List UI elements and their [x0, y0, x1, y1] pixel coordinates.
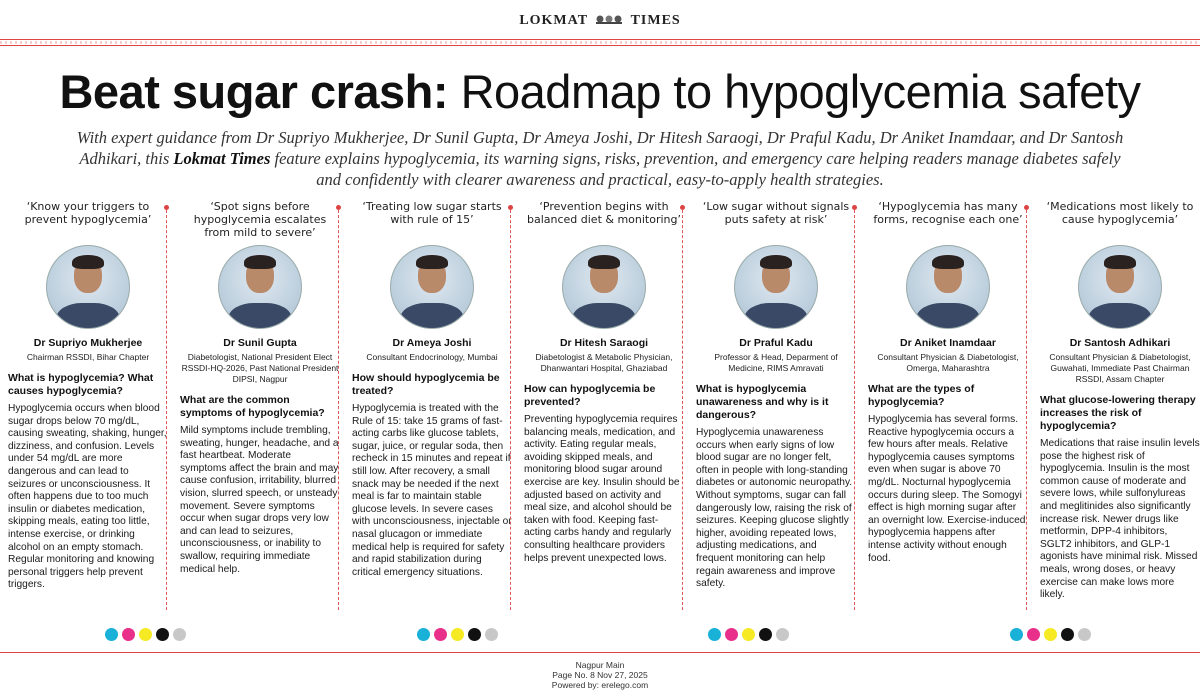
expert-photo [1078, 245, 1162, 329]
color-dot [468, 628, 481, 641]
pull-quote: ‘Hypoglycemia has many forms, recognise each one’ [873, 200, 1023, 226]
column-divider [510, 205, 511, 610]
pull-quote: ‘Prevention begins with balanced diet & monitoring’ [526, 200, 682, 226]
answer-text: Hypoglycemia occurs when blood sugar drops below 70 mg/dL, causing sweating, shaking, hunger, dizziness, and confusion. Levels under 54 mg/dL are more dangerous and can lead to seizures or unconsciousness. It often happens due to too much insulin or diabetes medication, skipping meals, eating too little, intense exercise, or drinking alcohol on an empty stomach. Regular monitoring and knowing personal triggers help prevent triggers. [8, 403, 167, 591]
registration-marks [1010, 628, 1095, 642]
color-dot [725, 628, 738, 641]
color-dot [1078, 628, 1091, 641]
expert-photo [734, 245, 818, 329]
column-divider [166, 205, 167, 610]
headline-bold: Beat sugar crash: [59, 65, 449, 118]
column-divider [1026, 205, 1027, 610]
pull-quote: ‘Spot signs before hypoglycemia escalates from mild to severe’ [193, 200, 327, 239]
answer-text: Hypoglycemia is treated with the Rule of 15: take 15 grams of fast-acting carbs like glucose tablets, sugar, juice, or regular soda, then recheck in 15 minutes and repeat if still low. After recovery, a small snack may be needed if the next meal is far to maintain stable glucose levels. In severe cases with unconsciousness, injectable or nasal glucagon or immediate medical help is required for safety and rapid stabilization during critical emergency situations. [352, 403, 512, 578]
expert-name: Dr Santosh Adhikari [1069, 337, 1171, 349]
expert-designation: Consultant Physician & Diabetologist, Omerga, Maharashtra [877, 352, 1019, 373]
question-heading: What is hypoglycemia unawareness and why is it dangerous? [696, 383, 829, 421]
expert-name: Dr Hitesh Saraogi [559, 337, 649, 349]
color-dot [1010, 628, 1023, 641]
question-heading: What glucose-lowering therapy increases the risk of hypoglycemia? [1040, 394, 1196, 432]
question-heading: What are the types of hypoglycemia? [868, 383, 975, 408]
color-dot [434, 628, 447, 641]
top-rule [0, 39, 1200, 46]
intro-brand: Lokmat Times [173, 149, 271, 168]
expert-column [696, 200, 856, 591]
question-heading: What are the common symptoms of hypoglycemia? [180, 394, 325, 419]
pull-quote: ‘Know your triggers to prevent hypoglycemia’ [24, 200, 152, 226]
answer-text: Medications that raise insulin levels pose the highest risk of hypoglycemia. Insulin is the most common cause of moderate and severe lows, while sulfonylureas and meglitinides also significantly increase risk. Newer drugs like metformin, DPP-4 inhibitors, SGLT2 inhibitors, and GLP-1 agonists have minimal risk. Missed meals, wrong doses, or heavy exercise can make lows more likely. [1040, 438, 1200, 601]
color-dot [1061, 628, 1074, 641]
registration-marks [105, 628, 190, 642]
intro-pre: With expert guidance from Dr Supriyo Mukherjee, Dr Sunil Gupta, Dr Ameya Joshi, Dr Hitesh Saraogi, Dr Praful Kadu, Dr Aniket Inamdaar, and Dr Santosh Adhikari, this [76, 128, 1124, 168]
color-dot [1044, 628, 1057, 641]
expert-column [180, 200, 340, 576]
expert-column [1040, 200, 1200, 602]
masthead-logo [0, 13, 1200, 29]
question-heading: How should hypoglycemia be treated? [352, 372, 500, 397]
color-dot [451, 628, 464, 641]
expert-column [352, 200, 512, 579]
color-dot [759, 628, 772, 641]
headline-light: Roadmap to hypoglycemia safety [460, 65, 1141, 118]
emblem-icon [594, 13, 624, 25]
registration-marks [708, 628, 793, 642]
footer-page-date: Page No. 8 Nov 27, 2025 [552, 670, 648, 680]
expert-designation: Chairman RSSDI, Bihar Chapter [26, 352, 150, 362]
answer-text: Preventing hypoglycemia requires balancing meals, medication, and activity. Eating regular meals, avoiding skipped meals, and monitoring blood sugar around exercise are key. Insulin should be adjusted based on activity and meal size, and alcohol should be taken with food. Keeping fast-acting carbs handy and regularly consulting healthcare providers helps prevent unexpected lows. [524, 414, 680, 564]
color-dot [105, 628, 118, 641]
expert-name: Dr Aniket Inamdaar [900, 337, 996, 349]
expert-photo [218, 245, 302, 329]
masthead-right: TIMES [630, 13, 681, 28]
color-dot [173, 628, 186, 641]
expert-designation: Consultant Physician & Diabetologist, Guwahati, Immediate Past Chairman RSSDI, Assam Chapter [1049, 352, 1191, 384]
expert-column [524, 200, 684, 565]
masthead-left: LOKMAT [519, 13, 588, 28]
answer-text: Hypoglycemia unawareness occurs when early signs of low blood sugar are no longer felt, often in people with long-standing diabetes or autonomic neuropathy. Without symptoms, sugar can fall dangerously low, raising the risk of seizures. Keeping glucose slightly higher, avoiding repeated lows, adjusting medications, and frequent monitoring can help regain awareness and improve safety. [696, 427, 853, 590]
expert-designation: Consultant Endocrinology, Mumbai [366, 352, 498, 362]
expert-column [8, 200, 168, 592]
answer-text: Hypoglycemia has several forms. Reactive hypoglycemia occurs a few hours after meals. Relative hypoglycemia causes symptoms even when sugar is above 70 mg/dL. Nocturnal hypoglycemia occurs during sleep. The Somogyi effect is high morning sugar after an overnight low. Exercise-induced hypoglycemia happens after intense activity without enough food. [868, 414, 1026, 564]
intro-post: feature explains hypoglycemia, its warning signs, risks, prevention, and emergency care helping readers manage diabetes safely and confidently with clearer awareness and practical, easy-to-apply health strategies. [274, 149, 1121, 189]
expert-designation: Professor & Head, Deparment of Medicine, RIMS Amravati [714, 352, 838, 373]
expert-designation: Diabetologist, National President Elect RSSDI-HQ-2026, Past National President DIPSI, Nagpur [181, 352, 339, 384]
expert-designation: Diabetologist & Metabolic Physician, Dhanwantari Hospital, Ghaziabad [535, 352, 673, 373]
color-dot [156, 628, 169, 641]
expert-name: Dr Sunil Gupta [223, 337, 297, 349]
column-divider [854, 205, 855, 610]
color-dot [708, 628, 721, 641]
expert-name: Dr Ameya Joshi [392, 337, 472, 349]
color-dot [742, 628, 755, 641]
expert-photo [46, 245, 130, 329]
intro-paragraph [70, 127, 1130, 190]
expert-column [868, 200, 1028, 565]
registration-marks [417, 628, 502, 642]
expert-name: Dr Praful Kadu [739, 337, 813, 349]
expert-photo [390, 245, 474, 329]
expert-photo [906, 245, 990, 329]
color-dot [776, 628, 789, 641]
color-dot [485, 628, 498, 641]
color-dot [1027, 628, 1040, 641]
page-headline [0, 60, 1200, 124]
answer-text: Mild symptoms include trembling, sweating, hunger, headache, and a fast heartbeat. Moderate symptoms affect the brain and may cause confusion, irritability, blurred vision, slurred speech, or unsteady movement. Severe symptoms occur when sugar drops very low and can lead to seizures, unconsciousness, or inability to swallow, requiring immediate medical help. [180, 425, 339, 575]
page-footer [0, 660, 1200, 690]
footer-edition: Nagpur Main [575, 660, 625, 670]
color-dot [122, 628, 135, 641]
expert-name: Dr Supriyo Mukherjee [33, 337, 143, 349]
footer-powered: Powered by: erelego.com [551, 680, 649, 690]
question-heading: What is hypoglycemia? What causes hypoglycemia? [8, 372, 154, 397]
expert-photo [562, 245, 646, 329]
question-heading: How can hypoglycemia be prevented? [524, 383, 656, 408]
bottom-rule [0, 652, 1200, 653]
column-divider [338, 205, 339, 610]
column-divider [682, 205, 683, 610]
color-dot [417, 628, 430, 641]
pull-quote: ‘Medications most likely to cause hypoglycemia’ [1046, 200, 1194, 226]
pull-quote: ‘Low sugar without signals puts safety at risk’ [702, 200, 850, 226]
pull-quote: ‘Treating low sugar starts with rule of 15’ [362, 200, 502, 226]
color-dot [139, 628, 152, 641]
